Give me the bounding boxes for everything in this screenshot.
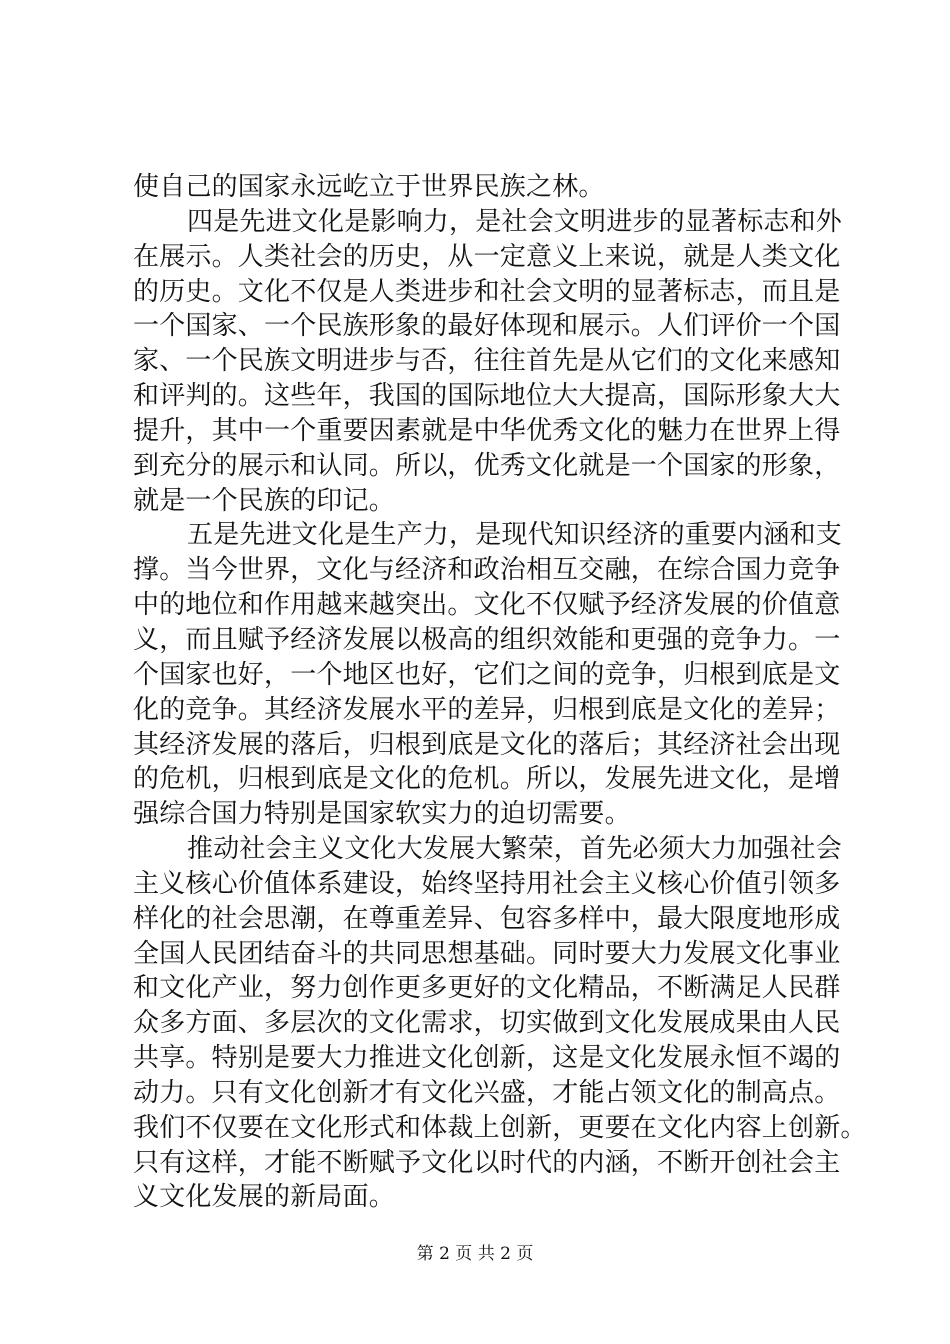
text-line: 使自己的国家永远屹立于世界民族之林。 [133,172,605,202]
text-line: 动力。只有文化创新才有文化兴盛，才能占领文化的制高点。 [133,1077,841,1108]
text-line: 义，而且赋予经济发展以极高的组织效能和更强的竞争力。一 [133,624,841,655]
text-line: 家、一个民族文明进步与否，往往首先是从它们的文化来感知 [133,346,841,377]
text-line: 在展示。人类社会的历史，从一定意义上来说，就是人类文化 [133,241,841,272]
text-line: 和文化产业，努力创作更多更好的文化精品，不断满足人民群 [133,973,841,1004]
text-line: 化的竞争。其经济发展水平的差异，归根到底是文化的差异； [133,694,841,725]
text-line: 共享。特别是要大力推进文化创新，这是文化发展永恒不竭的 [133,1043,841,1074]
text-line: 只有这样，才能不断赋予文化以时代的内涵，不断开创社会主 [133,1147,841,1178]
text-line: 个国家也好，一个地区也好，它们之间的竞争，归根到底是文 [133,659,841,690]
text-line: 我们不仅要在文化形式和体裁上创新，更要在文化内容上创新。 [133,1112,867,1143]
paragraph-start-line: 五是先进文化是生产力，是现代知识经济的重要内涵和支 [187,520,843,551]
text-line: 中的地位和作用越来越突出。文化不仅赋予经济发展的价值意 [133,590,841,621]
page-footer [0,1242,950,1266]
text-line: 全国人民团结奋斗的共同思想基础。同时要大力发展文化事业 [133,938,841,969]
text-line: 样化的社会思潮，在尊重差异、包容多样中，最大限度地形成 [133,903,841,934]
text-line: 和评判的。这些年，我国的国际地位大大提高，国际形象大大 [133,381,841,412]
paragraph-start-line: 推动社会主义文化大发展大繁荣，首先必须大力加强社会 [187,834,843,865]
text-line: 就是一个民族的印记。 [133,485,396,516]
text-line: 提升，其中一个重要因素就是中华优秀文化的魅力在世界上得 [133,415,841,446]
paragraph-start-line: 四是先进文化是影响力，是社会文明进步的显著标志和外 [187,206,843,237]
text-line: 众多方面、多层次的文化需求，切实做到文化发展成果由人民 [133,1008,841,1039]
text-line: 其经济发展的落后，归根到底是文化的落后；其经济社会出现 [133,729,841,760]
text-line: 的危机，归根到底是文化的危机。所以，发展先进文化，是增 [133,764,841,795]
text-line: 撑。当今世界，文化与经济和政治相互交融，在综合国力竞争 [133,555,841,586]
text-line: 强综合国力特别是国家软实力的迫切需要。 [133,799,631,830]
text-line: 一个国家、一个民族形象的最好体现和展示。人们评价一个国 [133,311,841,342]
text-line: 义文化发展的新局面。 [133,1182,396,1213]
text-line: 主义核心价值体系建设，始终坚持用社会主义核心价值引领多 [133,868,841,899]
text-line: 到充分的展示和认同。所以，优秀文化就是一个国家的形象， [133,450,841,481]
text-line: 的历史。文化不仅是人类进步和社会文明的显著标志，而且是 [133,276,841,307]
body-text [133,170,867,1215]
page-number-label: 第 2 页 共 2 页 [416,1244,534,1264]
